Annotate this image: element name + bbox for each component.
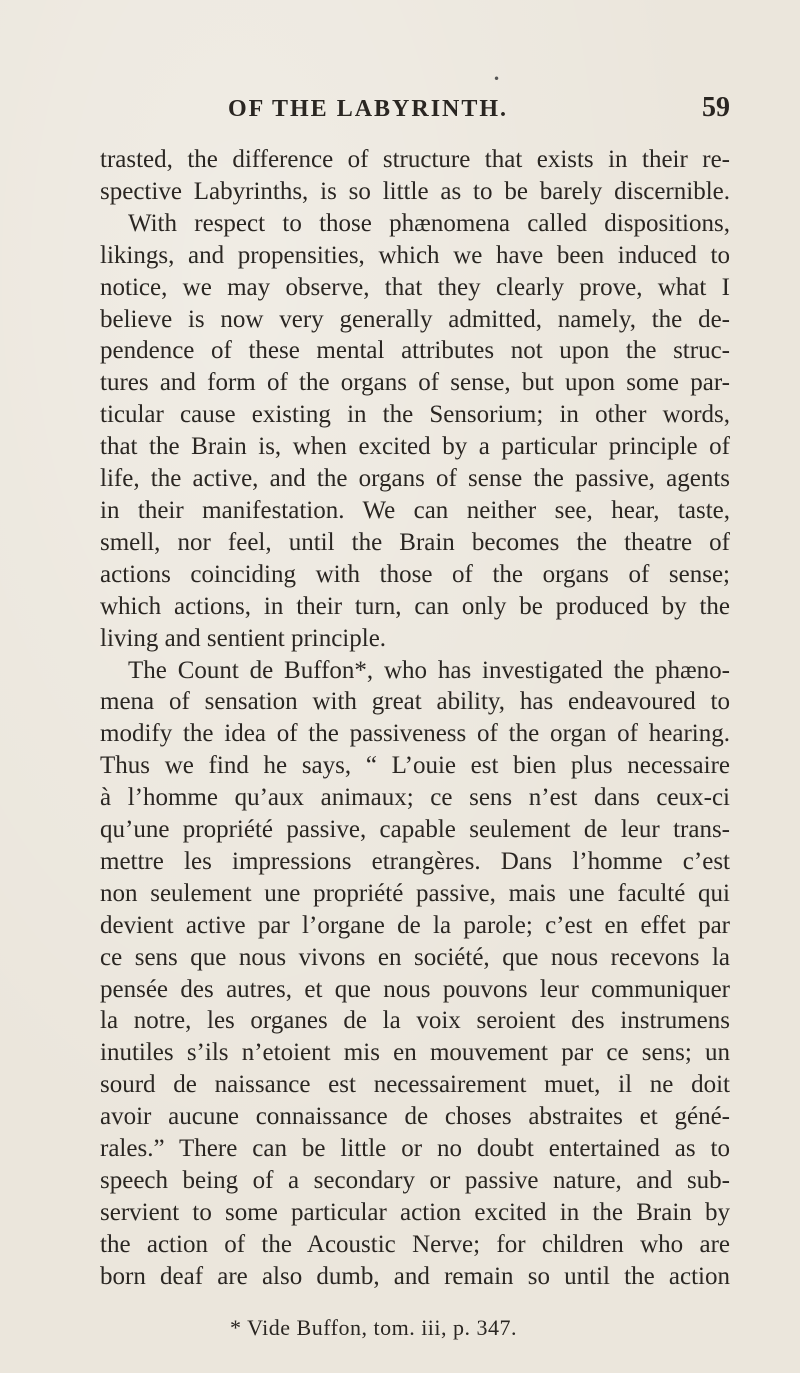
- text-line: smell, nor feel, until the Brain becomes the theatre of: [100, 528, 730, 556]
- text-line: ce sens que nous vivons en société, que nous recevons la: [100, 943, 730, 971]
- text-line: servient to some particular action excited in the Brain by: [100, 1198, 730, 1226]
- page-mark: •: [493, 72, 501, 86]
- text-line: non seulement une propriété passive, mais une faculté qui: [100, 879, 730, 907]
- running-title: OF THE LABYRINTH.: [228, 96, 509, 122]
- text-line: mena of sensation with great ability, has endeavoured to: [100, 688, 730, 716]
- text-line: notice, we may observe, that they clearly prove, what I: [100, 273, 730, 301]
- text-line: rales.” There can be little or no doubt entertained as to: [100, 1135, 730, 1163]
- page-number: 59: [702, 92, 730, 123]
- text-line: born deaf are also dumb, and remain so until the action: [100, 1262, 730, 1290]
- text-line: With respect to those phænomena called dispositions,: [128, 209, 730, 237]
- text-line: devient active par l’organe de la parole; c’est en effet par: [100, 911, 730, 939]
- text-line: actions coinciding with those of the organs of sense;: [100, 560, 730, 588]
- text-line: mettre les impressions etrangères. Dans l’homme c’est: [100, 847, 730, 875]
- text-line: pendence of these mental attributes not upon the struc-: [100, 337, 730, 365]
- text-line: likings, and propensities, which we have been induced to: [100, 241, 730, 269]
- text-line: avoir aucune connaissance de choses abstraites et géné-: [100, 1103, 730, 1131]
- text-line: living and sentient principle.: [100, 624, 387, 652]
- text-line: la notre, les organes de la voix seroient des instrumens: [100, 1007, 730, 1035]
- text-line: trasted, the difference of structure that exists in their re-: [100, 146, 730, 173]
- text-line: The Count de Buffon*, who has investigated the phæno-: [128, 656, 730, 684]
- text-line: the action of the Acoustic Nerve; for children who are: [100, 1230, 730, 1258]
- text-line: ticular cause existing in the Sensorium; in other words,: [100, 401, 730, 429]
- text-line: pensée des autres, et que nous pouvons leur communiquer: [100, 975, 730, 1003]
- footnote: * Vide Buffon, tom. iii, p. 347.: [230, 1314, 518, 1340]
- text-line: which actions, in their turn, can only be produced by the: [100, 592, 730, 620]
- text-line: tures and form of the organs of sense, but upon some par-: [100, 369, 730, 397]
- text-line: modify the idea of the passiveness of the organ of hearing.: [100, 720, 730, 748]
- text-line: qu’une propriété passive, capable seulement de leur trans-: [100, 816, 730, 844]
- text-line: inutiles s’ils n’etoient mis en mouvement par ce sens; un: [100, 1039, 730, 1067]
- text-line: that the Brain is, when excited by a particular principle of: [100, 433, 730, 461]
- text-line: in their manifestation. We can neither see, hear, taste,: [100, 496, 730, 524]
- body-text: [100, 144, 730, 1293]
- text-line: spective Labyrinths, is so little as to be barely discernible.: [100, 177, 730, 205]
- text-line: speech being of a secondary or passive nature, and sub-: [100, 1167, 730, 1194]
- text-line: à l’homme qu’aux animaux; ce sens n’est dans ceux-ci: [100, 784, 730, 812]
- text-line: Thus we find he says, “ L’ouie est bien plus necessaire: [100, 752, 730, 780]
- text-line: believe is now very generally admitted, namely, the de-: [100, 305, 730, 333]
- running-head: [100, 92, 730, 126]
- text-line: life, the active, and the organs of sense the passive, agents: [100, 465, 730, 493]
- text-line: sourd de naissance est necessairement muet, il ne doit: [100, 1071, 730, 1099]
